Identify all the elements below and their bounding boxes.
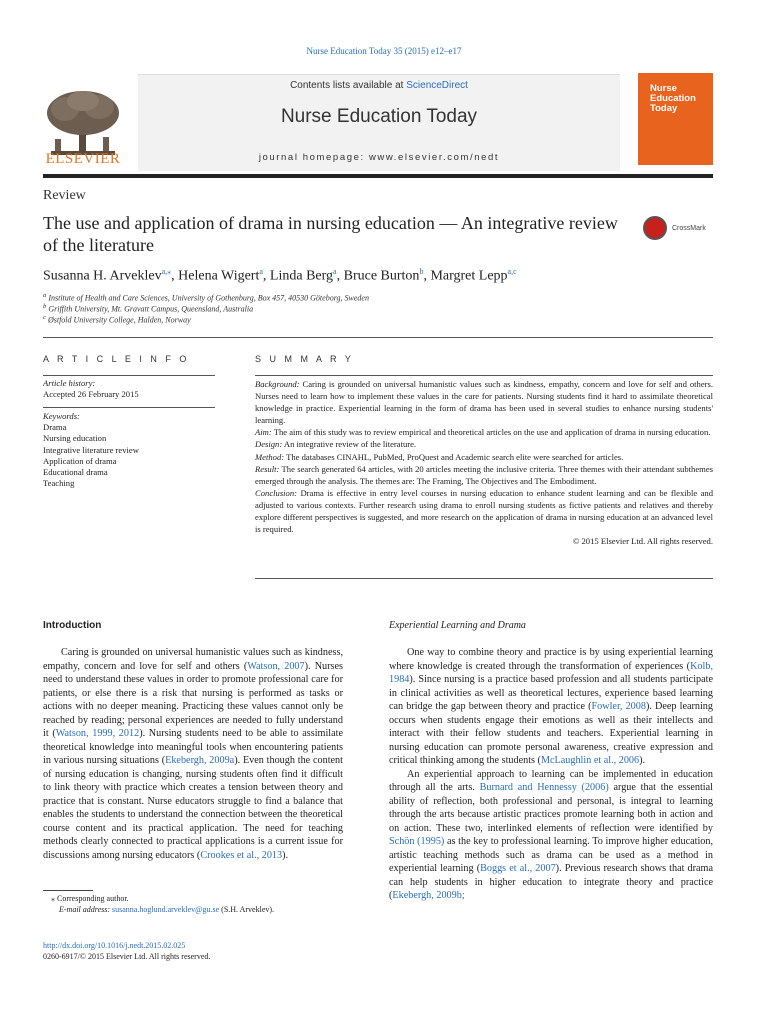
affiliation-text: Griffith University, Mt. Gravatt Campus, Queensland, Australia [48,304,254,314]
body-text: as the key to professional learning. To improve higher education, artistic teaching methods such as drama can be used as a method in experiential learning ( [389,836,714,874]
footnote-mark: ⁎ [51,894,55,903]
citation-link[interactable]: Burnard and Hennessy (2006) [479,782,609,793]
citation-link[interactable]: Fowler, 2008 [591,701,646,712]
divider [255,578,713,579]
summary-label: Conclusion: [255,487,298,498]
citation-link[interactable]: Watson, 2007 [247,660,305,672]
author-affil-mark[interactable]: a [259,267,263,276]
contents-line [138,80,620,91]
citation-link[interactable]: Kolb, 1984 [389,660,713,685]
body-text: ). [639,755,646,766]
citation-link[interactable]: Crookes et al., 2013 [200,849,283,861]
publisher-name: ELSEVIER [45,151,121,167]
affiliation-text: Østfold University College, Halden, Norway [47,315,191,325]
doi-block [43,940,343,962]
summary-label: Aim: [255,427,272,438]
email-label: E-mail address: [59,905,111,914]
keyword: Educational drama [43,467,108,478]
footnote-rule [43,890,93,891]
body-text: ). Previous research shows that drama can help students in higher education to integrate theory and practice ( [389,863,713,901]
summary-body [255,378,713,547]
introduction-heading: Introduction [43,620,102,631]
author-affil-mark[interactable]: a [333,267,337,276]
author-name[interactable]: Helena Wigert [178,268,260,284]
keyword: Teaching [43,478,75,489]
journal-citation[interactable]: Nurse Education Today 35 (2015) e12–e17 [306,46,462,56]
body-text: ). Deep learning occurs when students engage their emotions as well as their intellects and interact with their fellow students and teachers. Experiential learning in nursing education can promote personal awareness, creative expression and critical thinking among the students ( [389,701,713,766]
author-affil-mark[interactable]: b [419,267,424,276]
author-name[interactable]: Linda Berg [269,268,334,284]
sciencedirect-link[interactable]: ScienceDirect [406,80,468,91]
author-name[interactable]: Susanna H. Arveklev [43,268,162,284]
body-text: ). Nurses need to understand these values in order to promote professional care for patients, or else there is a risk that nursing is performed as tasks or actions with no deeper meaning. Practicing these values cannot only be reached by reading; personal experiences are needed to fully understand it ( [43,660,343,739]
citation-link[interactable]: Boggs et al., 2007 [480,863,556,874]
keywords-block [43,411,215,489]
introduction-body [43,646,343,862]
author-affil-mark[interactable]: a,c [507,267,517,276]
body-text: argue that the essential ability of reflection, both professional and personal, is integral to learning through the arts because artistic practices promote learning both in action and on action. These two, interlinked elements of reflection were identified by [389,782,713,834]
summary-copyright: © 2015 Elsevier Ltd. All rights reserved. [572,536,713,547]
summary-heading: S U M M A R Y [255,354,354,364]
author-name[interactable]: Bruce Burton [343,268,420,284]
body-text: ). Since nursing is a practice based profession and all students participate in clinical activities as well as theoretical lectures, experience based learning can bridge the gap between theory and practice ( [389,674,713,712]
crossmark-label[interactable]: CrossMark [672,225,706,232]
journal-title: Nurse Education Today [280,106,478,127]
affiliation [43,292,369,303]
body-text: ). Nursing students need to be able to assimilate theoretical knowledge into meaningful tools when encountering patients in various nursing situations ( [43,728,343,766]
summary-text: The search generated 64 articles, with 20 articles meeting the inclusive criteria. Three themes with their attendant subthemes emerged through the analysis. The themes are: The Framing, The Objectives and The Embodiment. [255,463,713,486]
header-divider [43,174,713,178]
body-text: Caring is grounded on universal humanistic values such as kindness, empathy, concern and love for self and others ( [43,647,343,672]
citation-link[interactable]: Ekebergh, 2009a [165,755,235,766]
cover-title: Nurse Education Today [650,83,696,114]
history-value: Accepted 26 February 2015 [43,389,139,400]
citation-link[interactable]: McLaughlin et al., 2006 [540,755,640,766]
affiliation [43,303,253,314]
email-link[interactable]: susanna.hoglund.arveklev@gu.se [112,905,220,914]
keywords-label: Keywords: [43,411,80,421]
issn-line: 0260-6917/© 2015 Elsevier Ltd. All rights reserved. [43,952,211,961]
keyword: Application of drama [43,455,117,466]
summary-text: The databases CINAHL, PubMed, ProQuest and Academic search elite were searched for articles. [284,451,624,462]
body-text: ). [282,849,289,861]
summary-text: Caring is grounded on universal humanistic values such as kindness, empathy, concern and love for self and others. Nurses need to learn how to implement these values in the care for patients. Nursing students find it hard to assimilate theoretical knowledge in practice. Experiential learning in the form of drama has been used in several studies to enhance nursing students' learning. [255,379,713,426]
body-text: ). Even though the content of nursing education is changing, nursing students often find it difficult to link theory with practice which creates a tension between theory and practice that is constant. Nurse educators struggle to find a balance that enables the students to understand the connection between the theoretical course content and its practical application. The need for teaching methods clearly connected to practical applications is a current issue for discussions among nursing educators ( [43,755,343,861]
article-info-heading: A R T I C L E I N F O [43,354,190,364]
citation-link[interactable]: Ekebergh, 2009b; [392,890,465,901]
citation-link[interactable]: Watson, 1999, 2012 [55,728,140,739]
corresponding-author: Corresponding author. [55,894,129,903]
experiential-heading: Experiential Learning and Drama [389,620,526,631]
divider [43,407,215,408]
body-text: One way to combine theory and practice is by using experiential learning where knowledge is created through the transformation of experiences ( [389,647,713,672]
summary-label: Background: [255,379,300,389]
history-label: Article history: [43,378,96,388]
email-suffix: (S.H. Arveklev). [219,905,275,914]
divider [43,337,713,338]
journal-homepage[interactable]: journal homepage: www.elsevier.com/nedt [258,152,500,163]
summary-text: Drama is effective in entry level courses in nursing education to enhance student learning and can be flexible and adjusted to various contexts. Further research using drama to enroll nursing students as fictive patients and relatives and thereby explore different perspectives is suggested, and more research on the application of drama in nursing education at an advanced level is required. [255,487,713,535]
affiliation [43,314,191,325]
summary-label: Method: [255,451,285,462]
summary-text: An integrative review of the literature. [282,439,417,450]
affiliation-mark: a [43,292,47,299]
body-text: An experiential approach to learning can be implemented in education through all the arts. [389,768,713,793]
experiential-body [389,646,713,903]
author-affil-mark[interactable]: a,⁎ [161,267,172,276]
keyword: Integrative literature review [43,444,139,455]
affiliation-mark: c [43,314,46,321]
doi-link[interactable]: http://dx.doi.org/10.1016/j.nedt.2015.02.025 [43,941,186,950]
citation-link[interactable]: Schön (1995) [389,836,445,847]
article-title: The use and application of drama in nursing education — An integrative review of the literature [43,213,618,255]
affiliation-text: Institute of Health and Care Sciences, University of Gothenburg, Box 457, 40530 Göteborg, Sweden [48,293,369,303]
contents-prefix: Contents lists available at [290,80,407,91]
article-type: Review [43,188,86,203]
crossmark-icon[interactable] [643,216,667,240]
footnote [43,893,343,915]
summary-label: Design: [255,439,283,450]
author-list: Susanna H. Arveklev$^{a,⁎}$, Helena Wigert$^a$, Linda Berg$^a$, Bruce Burton$^b$, Margret Lepp$^{a,c}$ [43,267,517,284]
divider [43,375,215,376]
summary-label: Result: [255,463,280,474]
summary-text: The aim of this study was to review empirical and theoretical articles on the use and application of drama in nursing education. [271,427,711,438]
article-history [43,378,215,400]
keyword: Nursing education [43,433,107,444]
keyword: Drama [43,422,67,433]
divider [255,375,713,376]
affiliation-mark: b [43,303,47,310]
author-name[interactable]: Margret Lepp [430,268,508,284]
